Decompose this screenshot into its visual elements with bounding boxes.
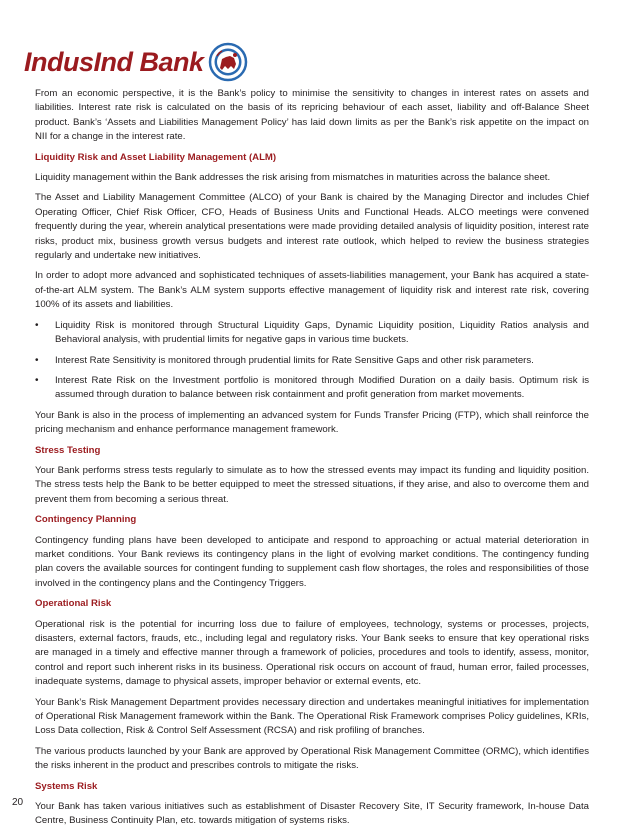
brand-logo bbox=[24, 42, 248, 82]
list-item: • Liquidity Risk is monitored through Structural Liquidity Gaps, Dynamic Liquidity position, Liquidity Ratios analysis and Behavioral analysis, with prudential limits for negative gaps in various time buckets. bbox=[35, 319, 589, 348]
brand-name: IndusInd Bank bbox=[24, 46, 204, 77]
list-item: • Interest Rate Risk on the Investment portfolio is monitored through Modified Duration on a daily basis. Optimum risk is assumed through duration to balance between risk containment and profit generation from market movements. bbox=[35, 374, 589, 403]
page-number: 20 bbox=[12, 797, 24, 808]
liquidity-heading: Liquidity Risk and Asset Liability Management (ALM) bbox=[35, 151, 277, 163]
liquidity-bullet-list bbox=[35, 319, 589, 403]
operational-paragraph-1: Operational risk is the potential for incurring loss due to failure of employees, technology, systems or processes, projects, disasters, external factors, frauds, etc., including legal and regulatory risks. Your Bank seeks to ensure that key operational risks are managed in a timely and effective manner through a framework of policies, procedures and tools to identify, assess, monitor, control and report such inherent risks in its business. Operational risk occurs on account of fraud, human error, failed processes, inadequate systems, damage to physical assets, improper behavior or external events, etc. bbox=[35, 618, 589, 688]
systems-heading: Systems Risk bbox=[35, 780, 98, 792]
contingency-heading: Contingency Planning bbox=[35, 514, 137, 526]
liquidity-paragraph-2: The Asset and Liability Management Committee (ALCO) of your Bank is chaired by the Managing Director and includes Chief Operating Officer, Chief Risk Officer, CFO, Heads of Business Units and Functional Heads. ALCO meetings were convened frequently during the year, wherein analytical presentations were made providing detailed analysis of liquidity position, interest rate risks, product mix, business growth versus budgets and interest rate outlook, which helped to review the business strategies regularly and undertake new initiatives. bbox=[35, 192, 589, 262]
operational-paragraph-2: Your Bank’s Risk Management Department provides necessary direction and undertakes meaningful initiatives for implementation of Operational Risk Management framework within the Bank. The Operational Risk Framework comprises Policy guidelines, KRIs, Loss Data collection, Risk & Control Self Assessment (RCSA) and risk profiling of branches. bbox=[35, 696, 589, 737]
list-item: • Interest Rate Sensitivity is monitored through prudential limits for Rate Sensitive Gaps and other risk parameters. bbox=[35, 354, 589, 368]
liquidity-paragraph-1: Liquidity management within the Bank addresses the risk arising from mismatches in maturities across the balance sheet. bbox=[35, 172, 551, 184]
liquidity-paragraph-4: Your Bank is also in the process of implementing an advanced system for Funds Transfer Pricing (FTP), which shall reinforce the pricing mechanism and enhance performance management framework. bbox=[35, 409, 589, 436]
document-body bbox=[35, 87, 589, 835]
liquidity-paragraph-3: In order to adopt more advanced and sophisticated techniques of assets-liabilities management, your Bank has acquired a state-of-the-art ALM system. The Bank’s ALM system supports effective management of liquidity risk and interest rate risk, covering 100% of its assets and liabilities. bbox=[35, 270, 589, 311]
bank-emblem-icon bbox=[208, 42, 248, 82]
contingency-paragraph: Contingency funding plans have been developed to anticipate and respond to approaching or actual material deterioration in market conditions. Your Bank reviews its contingency plans in the light of evolving market conditions. The contingency funding plan covers the available sources for contingent funding to supplement cash flow shortages, the roles and responsibilities of those involved in the contingency plans and the Contingency Triggers. bbox=[35, 534, 589, 589]
operational-heading: Operational Risk bbox=[35, 598, 112, 610]
operational-paragraph-3: The various products launched by your Bank are approved by Operational Risk Management Committee (ORMC), which identifies the risks inherent in the product and prescribes controls to mitigate the risks. bbox=[35, 745, 589, 772]
stress-paragraph: Your Bank performs stress tests regularly to simulate as to how the stressed events may impact its funding and liquidity position. The stress tests help the Bank to be better equipped to meet the stressed situations, if they arise, and also to overcome them and prevent them from becoming a serious threat. bbox=[35, 464, 589, 505]
stress-heading: Stress Testing bbox=[35, 444, 101, 456]
systems-paragraph: Your Bank has taken various initiatives such as establishment of Disaster Recovery Site, IT Security framework, In-house Data Centre, Business Continuity Plan, etc. towards mitigation of systems risks. bbox=[35, 801, 589, 827]
intro-paragraph: From an economic perspective, it is the Bank’s policy to minimise the sensitivity to changes in interest rates on assets and liabilities. Interest rate risk is calculated on the basis of its repricing behaviour of each asset, liability and off-Balance Sheet product. Bank’s ‘Assets and Liabilities Management Policy’ has laid down limits as per the Bank’s risk appetite on the impact on NII for a change in the interest rate. bbox=[35, 88, 589, 143]
